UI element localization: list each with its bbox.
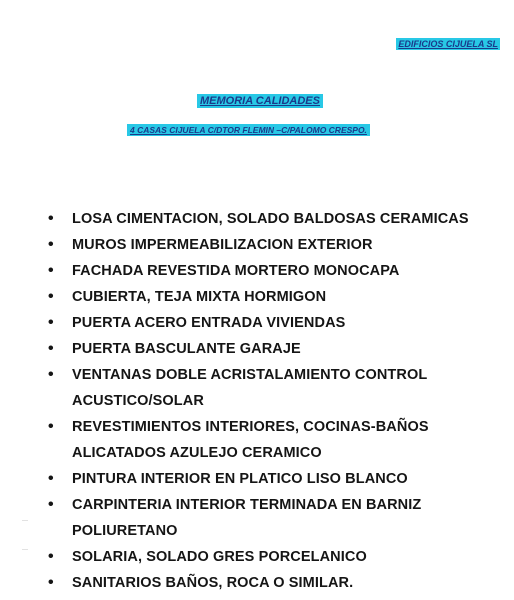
scan-artifact xyxy=(22,520,28,521)
document-title: MEMORIA CALIDADES xyxy=(197,94,323,108)
document-subtitle: 4 CASAS CIJUELA C/DTOR FLEMIN –C/PALOMO CRESPO. xyxy=(127,124,370,136)
quality-list xyxy=(48,206,488,596)
list-item xyxy=(48,258,488,284)
list-item-text: SOLARIA, SOLADO GRES PORCELANICO xyxy=(72,549,367,565)
list-item xyxy=(48,466,488,492)
list-item xyxy=(48,206,488,232)
bullet-icon: • xyxy=(48,210,54,227)
list-item-text: FACHADA REVESTIDA MORTERO MONOCAPA xyxy=(72,263,400,279)
list-item-text: CUBIERTA, TEJA MIXTA HORMIGON xyxy=(72,289,327,305)
list-item-text: VENTANAS DOBLE ACRISTALAMIENTO CONTROL ACUSTICO/SOLAR xyxy=(72,367,428,409)
company-name: EDIFICIOS CIJUELA SL xyxy=(398,39,498,49)
list-item-text: PUERTA BASCULANTE GARAJE xyxy=(72,341,301,357)
bullet-icon: • xyxy=(48,236,54,253)
list-item-text: SANITARIOS BAÑOS, ROCA O SIMILAR. xyxy=(72,575,354,591)
list-item xyxy=(48,284,488,310)
list-item-text: PUERTA ACERO ENTRADA VIVIENDAS xyxy=(72,315,346,331)
scan-artifact xyxy=(22,549,28,550)
list-item-text: LOSA CIMENTACION, SOLADO BALDOSAS CERAMICAS xyxy=(72,211,469,227)
bullet-icon: • xyxy=(48,496,54,513)
list-item xyxy=(48,414,488,466)
bullet-icon: • xyxy=(48,366,54,383)
list-item-text: PINTURA INTERIOR EN PLATICO LISO BLANCO xyxy=(72,471,408,487)
list-item-text: REVESTIMIENTOS INTERIORES, COCINAS-BAÑOS ALICATADOS AZULEJO CERAMICO xyxy=(72,419,429,461)
bullet-icon: • xyxy=(48,574,54,591)
bullet-icon: • xyxy=(48,470,54,487)
list-item xyxy=(48,544,488,570)
bullet-icon: • xyxy=(48,262,54,279)
list-item-text: MUROS IMPERMEABILIZACION EXTERIOR xyxy=(72,237,373,253)
list-item xyxy=(48,570,488,596)
list-item xyxy=(48,232,488,258)
list-item xyxy=(48,362,488,414)
list-item xyxy=(48,492,488,544)
bullet-icon: • xyxy=(48,548,54,565)
bullet-icon: • xyxy=(48,314,54,331)
list-item xyxy=(48,336,488,362)
bullet-icon: • xyxy=(48,340,54,357)
bullet-icon: • xyxy=(48,418,54,435)
bullet-icon: • xyxy=(48,288,54,305)
list-item xyxy=(48,310,488,336)
list-item-text: CARPINTERIA INTERIOR TERMINADA EN BARNIZ POLIURETANO xyxy=(72,497,422,539)
